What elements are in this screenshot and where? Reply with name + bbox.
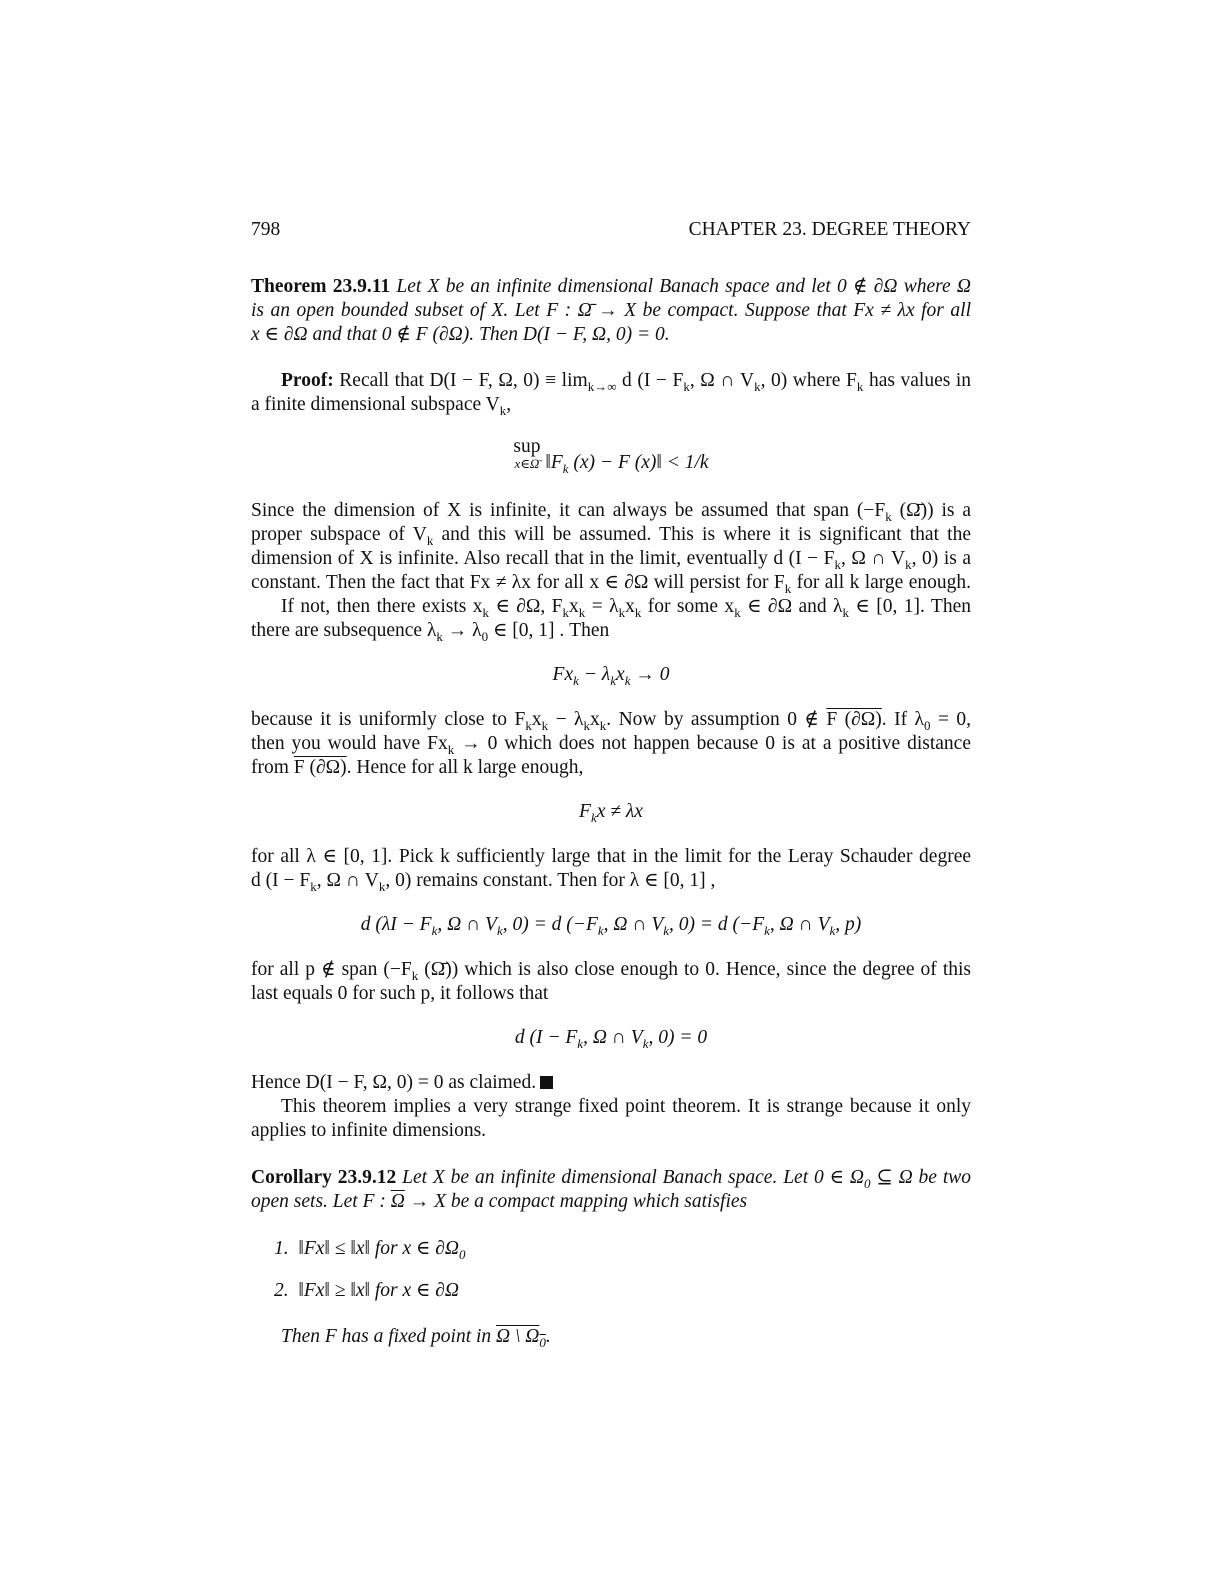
list-item bbox=[274, 1279, 954, 1303]
subscript: k bbox=[496, 922, 503, 938]
overlined-set: F (∂Ω) bbox=[293, 757, 347, 778]
proof-line: a finite dimensional subspace $V_k$, bbox=[251, 394, 512, 418]
proof-line: This theorem implies a very strange fixed point theorem. It is strange because it only bbox=[281, 1096, 971, 1117]
text-run: If not, then there exists x bbox=[281, 596, 483, 617]
theorem-line: x ∈ ∂Ω and that 0 ∉ F (∂Ω). Then D(I − F, Ω, 0) = 0. bbox=[251, 324, 670, 345]
chapter-title: CHAPTER 23. DEGREE THEORY bbox=[688, 219, 971, 240]
proof-line bbox=[251, 1071, 971, 1095]
text-run: , Ω ∩ V bbox=[316, 870, 379, 891]
text-run: ‖F bbox=[545, 452, 563, 473]
text-run: Ω \ Ω bbox=[496, 1326, 540, 1347]
text-run: Hence D(I − F, Ω, 0) = 0 as claimed. bbox=[251, 1072, 537, 1093]
subscript: k bbox=[734, 604, 741, 620]
corollary-line bbox=[251, 1190, 971, 1214]
text-run: and this will be assumed. This is where it is significant that the bbox=[441, 524, 971, 545]
subscript: k bbox=[905, 556, 912, 572]
text-run: − λ bbox=[583, 664, 611, 685]
text-run: , Ω ∩ V bbox=[437, 914, 497, 935]
subscript: k bbox=[683, 378, 690, 394]
overlined-set bbox=[496, 1326, 546, 1350]
running-header bbox=[251, 219, 971, 249]
text-run: → λ bbox=[447, 620, 482, 641]
proof-line bbox=[251, 523, 971, 547]
proof-line bbox=[251, 547, 971, 571]
theorem-statement bbox=[251, 275, 971, 299]
text-run: , 0) = d (−F bbox=[502, 914, 598, 935]
subscript: k→∞ bbox=[587, 378, 617, 394]
text-run: sup bbox=[513, 436, 541, 457]
text-run: ∈ [0, 1]. Then bbox=[855, 596, 971, 617]
qed-square-icon bbox=[540, 1076, 553, 1089]
text-run: = 0, bbox=[937, 709, 972, 730]
text-run: d (I − F bbox=[251, 870, 311, 891]
text-run: , Ω ∩ V bbox=[603, 914, 664, 935]
text-run: . Hence for all k large enough, bbox=[346, 757, 584, 778]
subscript: 0 bbox=[459, 1246, 466, 1262]
text-run: Since the dimension of X is infinite, it can always be assumed that span (−F bbox=[251, 500, 886, 521]
text-run: there are subsequence λ bbox=[251, 620, 437, 641]
subscript: k bbox=[856, 378, 864, 394]
proof-line: for all λ ∈ [0, 1]. Pick k sufficiently large that in the limit for the Leray Schauder degree bbox=[251, 846, 971, 867]
subscript: k bbox=[447, 741, 455, 757]
text-run: x bbox=[569, 596, 579, 617]
text-run: for all p ∉ span (−F bbox=[251, 959, 412, 980]
text-run: ∈ ∂Ω, F bbox=[495, 596, 563, 617]
list-number: 1. bbox=[274, 1238, 289, 1259]
text-run: x bbox=[625, 596, 635, 617]
proof-line bbox=[251, 571, 971, 595]
proof-line bbox=[251, 595, 971, 619]
text-run: (x) − F (x)‖ < 1/k bbox=[573, 452, 709, 473]
theorem-line: Let X be an infinite dimensional Banach space and let 0 ∉ ∂Ω where Ω bbox=[396, 276, 971, 297]
corollary-label: Corollary 23.9.12 bbox=[251, 1167, 397, 1188]
text-run: x bbox=[590, 709, 600, 730]
subscript: k bbox=[610, 672, 617, 688]
corollary-conclusion bbox=[281, 1325, 961, 1349]
text-run: for all k large enough. bbox=[796, 572, 971, 593]
proof-line bbox=[251, 869, 971, 893]
proof-line bbox=[251, 756, 971, 780]
text-run: proper subspace of V bbox=[251, 524, 427, 545]
subscript: k bbox=[411, 967, 419, 983]
text-run: → 0 bbox=[635, 664, 670, 685]
proof-line: applies to infinite dimensions. bbox=[251, 1120, 487, 1141]
subscript: k bbox=[829, 922, 836, 938]
proof-line bbox=[251, 499, 971, 523]
text-run: open sets. Let F : bbox=[251, 1191, 386, 1212]
theorem-label: Theorem 23.9.11 bbox=[251, 276, 391, 297]
subscript: k bbox=[431, 922, 438, 938]
text-run: ∈ ∂Ω and λ bbox=[747, 596, 843, 617]
subscript: k bbox=[599, 717, 607, 733]
text-run: ⊆ Ω be two bbox=[876, 1167, 971, 1188]
text-run: x bbox=[616, 664, 625, 685]
text-run: , Ω ∩ V bbox=[583, 1027, 643, 1048]
text-run: , 0) remains constant. Then for λ ∈ [0, 1] , bbox=[385, 870, 716, 891]
text-run: ‖Fx‖ ≥ ‖x‖ for x ∈ ∂Ω bbox=[298, 1280, 460, 1301]
subscript: 0 bbox=[539, 1334, 546, 1350]
text-run: , Ω ∩ V bbox=[769, 914, 830, 935]
subscript: 0 bbox=[924, 717, 931, 733]
subscript: k bbox=[578, 604, 586, 620]
subscript: k bbox=[577, 1035, 584, 1051]
display-equation bbox=[251, 1026, 971, 1050]
subscript: k bbox=[573, 672, 579, 688]
subscript: k bbox=[583, 717, 591, 733]
subscript: k bbox=[642, 1035, 649, 1051]
proof-label: Proof: bbox=[281, 370, 334, 391]
text-run: (Ω̄)) which is also close enough to 0. Hence, since the degree of this bbox=[424, 959, 972, 980]
text-run: . bbox=[545, 1326, 551, 1347]
proof-paragraph bbox=[251, 369, 971, 393]
text-run: Let X be an infinite dimensional Banach space. Let 0 ∈ Ω bbox=[402, 1167, 864, 1188]
subscript: k bbox=[624, 672, 631, 688]
display-equation bbox=[251, 663, 971, 687]
text-run: from bbox=[251, 757, 289, 778]
display-equation bbox=[251, 800, 971, 824]
proof-line bbox=[251, 732, 971, 756]
text-run: x ≠ λx bbox=[596, 801, 643, 822]
subscript: k bbox=[436, 628, 443, 644]
text-run: , p) bbox=[835, 914, 862, 935]
text-run: , 0) where F bbox=[760, 370, 857, 391]
text-run: , 0) = 0 bbox=[648, 1027, 708, 1048]
text-run: d (I − F bbox=[622, 370, 684, 391]
text-run: , 0) = d (−F bbox=[669, 914, 765, 935]
list-number: 2. bbox=[274, 1280, 289, 1301]
subscript: k bbox=[541, 717, 549, 733]
text-run: then you would have Fx bbox=[251, 733, 448, 754]
proof-line bbox=[251, 958, 971, 982]
subscript: k bbox=[764, 922, 770, 938]
overlined-set: $\overline{\Omega}$ bbox=[390, 1191, 405, 1212]
text-run: d (λI − F bbox=[360, 914, 432, 935]
subscript: k bbox=[426, 532, 434, 548]
page-number: 798 bbox=[251, 219, 281, 240]
text-run: . Now by assumption 0 ∉ bbox=[606, 709, 819, 730]
text-run: Fx bbox=[552, 664, 574, 685]
subscript: k bbox=[784, 580, 792, 596]
proof-line: last equals 0 for such p, it follows that bbox=[251, 983, 549, 1004]
subscript: k bbox=[562, 604, 570, 620]
text-run: → X be a compact mapping which satisfies bbox=[409, 1191, 748, 1212]
theorem-line: is an open bounded subset of X. Let F : Ω̄ → X be compact. Suppose that Fx ≠ λx for all bbox=[251, 300, 971, 321]
subscript: k bbox=[634, 604, 642, 620]
text-run: x bbox=[531, 709, 542, 730]
subscript: k bbox=[378, 878, 386, 894]
text-run: has values in bbox=[868, 370, 972, 391]
text-run: , 0) is a bbox=[911, 548, 972, 569]
text-run: F bbox=[579, 801, 591, 822]
overlined-set: F (∂Ω) bbox=[826, 709, 882, 730]
subscript: k bbox=[562, 460, 569, 476]
subscript: k bbox=[597, 922, 604, 938]
subscript: 0 bbox=[481, 628, 489, 644]
text-run: a finite dimensional subspace V bbox=[251, 394, 500, 415]
subscript: k bbox=[663, 922, 670, 938]
text-run: constant. Then the fact that Fx ≠ λx for all x ∈ ∂Ω will persist for F bbox=[251, 572, 785, 593]
text-run: d (I − F bbox=[514, 1027, 578, 1048]
subscript: k bbox=[525, 717, 532, 733]
list-item bbox=[274, 1237, 954, 1261]
subscript: k bbox=[482, 604, 490, 620]
proof-line bbox=[251, 708, 971, 732]
text-run: because it is uniformly close to F bbox=[251, 709, 526, 730]
subscript: k bbox=[842, 604, 849, 620]
subscript: k bbox=[885, 508, 892, 524]
sup-operator bbox=[513, 437, 540, 471]
text-run: Recall that D(I − F, Ω, 0) ≡ lim bbox=[339, 370, 588, 391]
subscript: k bbox=[499, 402, 507, 418]
subscript: k bbox=[834, 556, 842, 572]
subscript: k bbox=[590, 809, 597, 825]
text-run: → 0 which does not happen because 0 is at a positive distance bbox=[461, 733, 971, 754]
text-run: (Ω̄)) is a bbox=[899, 500, 972, 521]
subscript: k bbox=[618, 604, 626, 620]
proof-line bbox=[251, 619, 971, 643]
text-run: − λ bbox=[555, 709, 584, 730]
display-equation bbox=[251, 437, 971, 475]
corollary-statement bbox=[251, 1166, 971, 1190]
text-run: , Ω ∩ V bbox=[841, 548, 906, 569]
subscript: k bbox=[310, 878, 317, 894]
text-run: , Ω ∩ V bbox=[689, 370, 755, 391]
text-run: ‖Fx‖ ≤ ‖x‖ for x ∈ ∂Ω bbox=[298, 1238, 460, 1259]
text-run: Then F has a fixed point in bbox=[281, 1326, 492, 1347]
text-run: for some x bbox=[647, 596, 735, 617]
subscript: 0 bbox=[864, 1175, 871, 1191]
subscript: k bbox=[754, 378, 761, 394]
text-run: = λ bbox=[591, 596, 619, 617]
display-equation bbox=[251, 913, 971, 937]
text-run: ∈ [0, 1] . Then bbox=[493, 620, 610, 641]
text-run: . If λ bbox=[881, 709, 924, 730]
subscript: x∈Ω̄ bbox=[514, 456, 540, 471]
text-run: dimension of X is infinite. Also recall that in the limit, eventually d (I − F bbox=[251, 548, 835, 569]
